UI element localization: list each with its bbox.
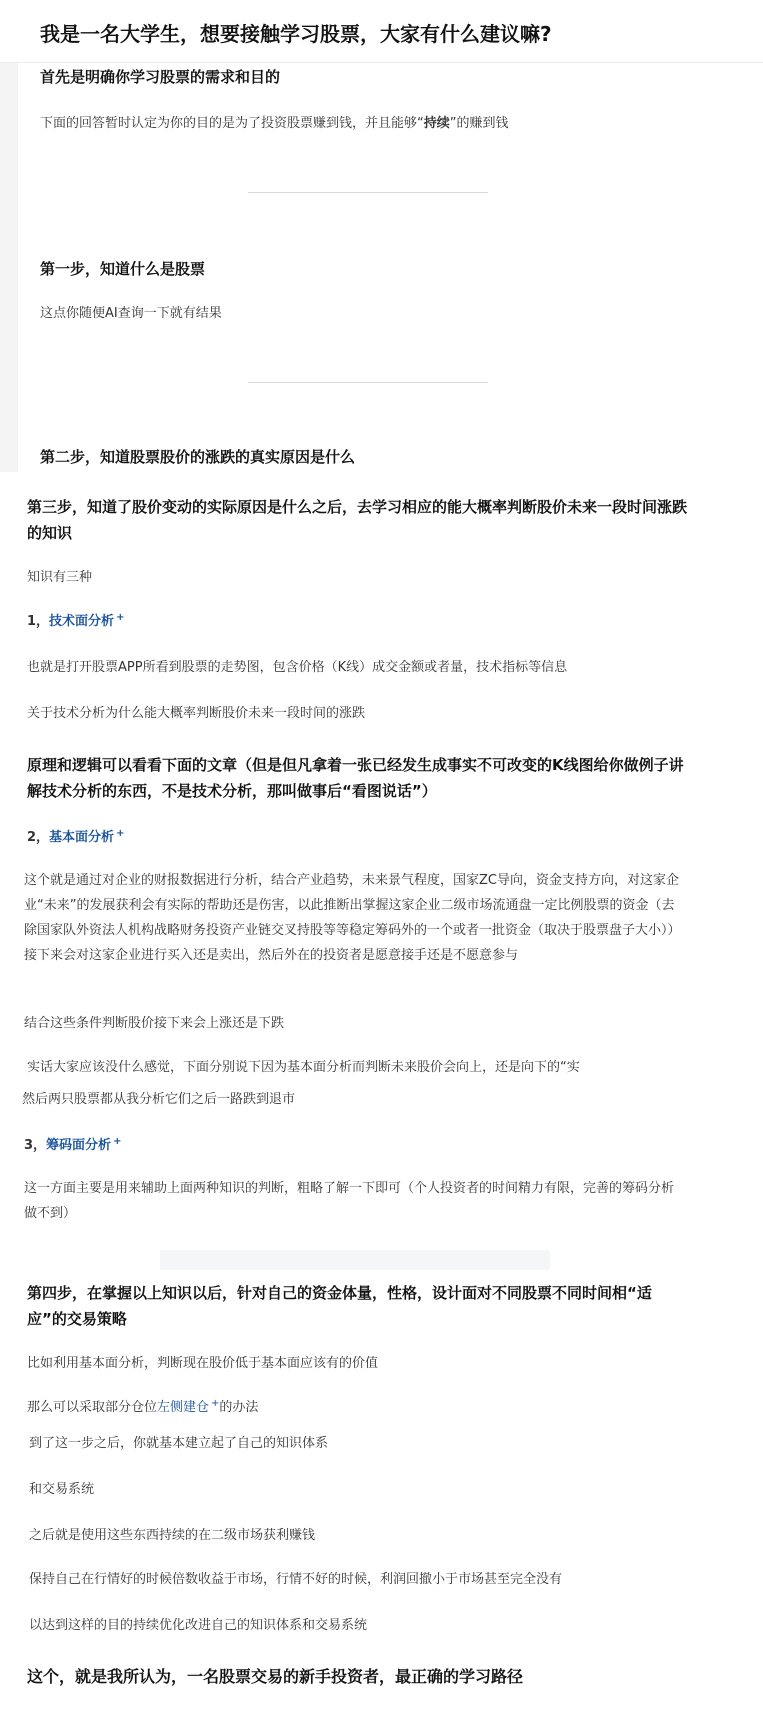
section-divider — [248, 382, 488, 383]
closing-p5: 以达到这样的目的持续优化改进自己的知识体系和交易系统 — [29, 1618, 368, 1633]
intro-text-a: 下面的回答暂时认定为你的目的是为了投资股票赚到钱，并且能够“ — [40, 116, 424, 131]
intro-text-b: ”的赚到钱 — [449, 116, 509, 131]
fund-section-title — [27, 826, 124, 845]
intro-text — [40, 112, 509, 131]
closing-final: 这个，就是我所认为，一名股票交易的新手投资者，最正确的学习路径 — [27, 1667, 524, 1686]
plus-icon: + — [211, 1397, 220, 1409]
cut-off-line — [0, 1056, 763, 1075]
tech-number: 1， — [27, 614, 50, 629]
fund-p2: 结合这些条件判断股价接下来会上涨还是下跌 — [24, 1016, 285, 1031]
fund-analysis-link[interactable]: 基本面分析 — [49, 830, 115, 845]
step4-heading: 第四步，在掌握以上知识以后，针对自己的资金体量，性格，设计面对不同股票不同时间相“适应”的交易策略 — [27, 1284, 652, 1328]
section-divider — [248, 192, 488, 193]
step1-heading: 第一步，知道什么是股票 — [40, 260, 206, 278]
step4-p1: 比如利用基本面分析，判断现在股价低于基本面应该有的价值 — [27, 1356, 379, 1371]
tech-p2: 关于技术分析为什么能大概率判断股价未来一段时间的涨跌 — [27, 706, 366, 721]
tech-bold-note: 原理和逻辑可以看看下面的文章（但是但凡拿着一张已经发生成事实不可改变的K线图给你做例子讲解技术分析的东西，不是技术分析，那叫做事后“看图说话”） — [27, 756, 684, 800]
intro-text-bold: 持续 — [423, 116, 450, 131]
step3-heading: 第三步，知道了股价变动的实际原因是什么之后，去学习相应的能大概率判断股价未来一段时间涨跌的知识 — [27, 498, 688, 542]
closing-p3: 之后就是使用这些东西持续的在二级市场获利赚钱 — [29, 1528, 316, 1543]
fund-p1: 这个就是通过对企业的财报数据进行分析，结合产业趋势，未来景气程度，国家ZC导向，资金支持方向，对这家企业“未来”的发展获利会有实际的帮助还是伤害，以此推断出掌握这家企业二级市场流通盘一定比例股票的资金（去除国家队外资法人机构战略财务投资产业链交叉持股等等稳定筹码外的一个或者一批资金（取决于股票盘子大小））接下来会对这家企业进行买入还是卖出，然后外在的投资者是愿意接手还是不愿意参与 — [24, 873, 681, 963]
question-title: 我是一名大学生，想要接触学习股票，大家有什么建议嘛? — [40, 22, 552, 46]
closing-p1: 到了这一步之后，你就基本建立起了自己的知识体系 — [29, 1436, 329, 1451]
plus-icon: + — [116, 611, 125, 623]
step4-p2 — [27, 1396, 258, 1415]
closing-p4: 保持自己在行情好的时候倍数收益于市场，行情不好的时候，利润回撤小于市场甚至完全没有 — [29, 1572, 563, 1587]
chip-number: 3， — [24, 1138, 47, 1153]
tech-section-title — [27, 610, 124, 629]
plus-icon: + — [116, 827, 125, 839]
fund-p4: 然后两只股票都从我分析它们之后一路跌到退市 — [22, 1092, 296, 1107]
plus-icon: + — [113, 1135, 122, 1147]
step4-p2-a: 那么可以采取部分仓位 — [27, 1400, 158, 1415]
step4-p2-b: 的办法 — [219, 1400, 259, 1415]
chip-p1: 这一方面主要是用来辅助上面两种知识的判断，粗略了解一下即可（个人投资者的时间精力有限，完善的筹码分析做不到） — [24, 1181, 675, 1221]
intro-heading: 首先是明确你学习股票的需求和目的 — [40, 68, 281, 86]
chip-section-title — [24, 1134, 121, 1153]
step3-intro: 知识有三种 — [27, 570, 93, 585]
tech-analysis-link[interactable]: 技术面分析 — [49, 614, 115, 629]
left-margin-strip — [0, 62, 18, 472]
tech-p1: 也就是打开股票APP所看到股票的走势图，包含价格（K线）成交金额或者量，技术指标等信息 — [27, 660, 568, 675]
fund-number: 2， — [27, 830, 50, 845]
step1-text: 这点你随便AI查询一下就有结果 — [40, 306, 222, 321]
fund-p3-cut: 实话大家应该没什么感觉，下面分别说下因为基本面分析而判断未来股价会向上，还是向下的“实 — [27, 1060, 580, 1075]
header-divider — [0, 62, 763, 63]
faded-image-placeholder — [160, 1250, 550, 1270]
closing-p2: 和交易系统 — [29, 1482, 95, 1497]
left-side-position-link[interactable]: 左侧建仓 — [157, 1400, 210, 1415]
chip-analysis-link[interactable]: 筹码面分析 — [46, 1138, 112, 1153]
step2-heading: 第二步，知道股票股价的涨跌的真实原因是什么 — [40, 448, 356, 466]
